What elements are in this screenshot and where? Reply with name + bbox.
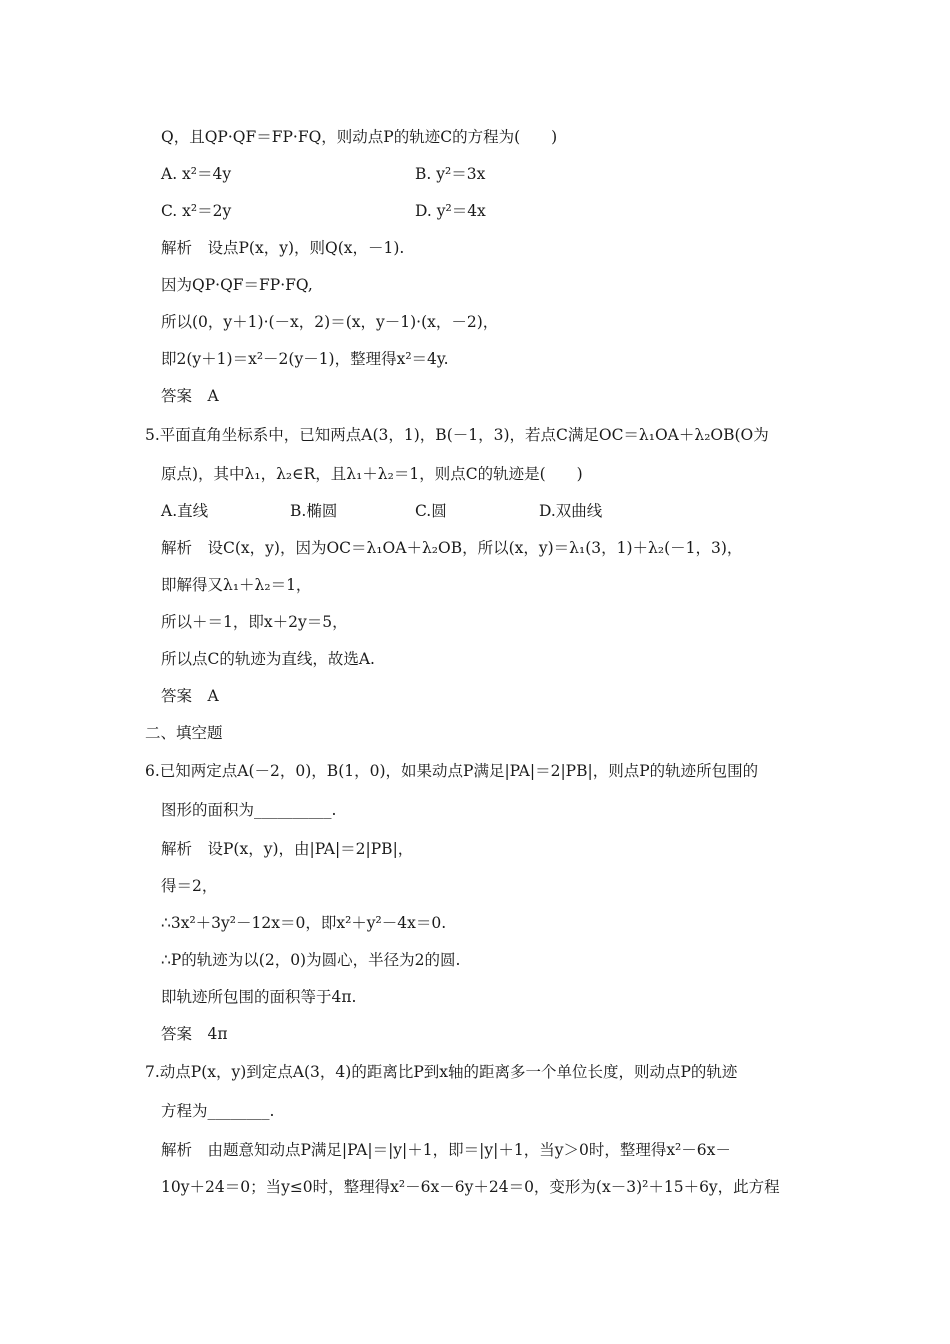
text-line: 因为QP·QF＝FP·FQ, — [161, 276, 313, 294]
text-line: 原点)，其中λ₁，λ₂∈R，且λ₁＋λ₂＝1，则点C的轨迹是( ) — [161, 465, 583, 483]
text-line: ∴3x²＋3y²－12x＝0，即x²＋y²－4x＝0. — [161, 914, 447, 932]
text-line: D.双曲线 — [539, 502, 603, 520]
text-line: 方程为________. — [161, 1102, 275, 1120]
text-line: 答案 4π — [161, 1025, 228, 1043]
text-line: 解析 由题意知动点P满足|PA|＝|y|＋1，即＝|y|＋1，当y＞0时，整理得x²－6x－ — [161, 1141, 731, 1159]
text-line: 解析 设P(x，y)，由|PA|＝2|PB|， — [161, 840, 414, 858]
text-line: 即轨迹所包围的面积等于4π. — [161, 988, 357, 1006]
text-line: 即2(y＋1)＝x²－2(y－1)，整理得x²＝4y. — [161, 350, 449, 368]
text-line: B.椭圆 — [290, 502, 338, 520]
text-line: A.直线 — [161, 502, 209, 520]
text-line: C.圆 — [415, 502, 447, 520]
text-line: D. y²＝4x — [415, 202, 486, 220]
text-line: A. x²＝4y — [161, 165, 232, 183]
text-line: 所以点C的轨迹为直线，故选A. — [161, 650, 375, 668]
text-line: 解析 设C(x，y)，因为OC＝λ₁OA＋λ₂OB，所以(x，y)＝λ₁(3，1)＋λ₂(－1，3)， — [161, 539, 743, 557]
text-line: B. y²＝3x — [415, 165, 486, 183]
text-line: 所以(0，y＋1)·(－x，2)＝(x，y－1)·(x，－2)， — [161, 313, 499, 331]
text-line: Q，且QP·QF＝FP·FQ，则动点P的轨迹C的方程为( ) — [161, 128, 558, 146]
text-line: 10y＋24＝0；当y≤0时，整理得x²－6x－6y＋24＝0，变形为(x－3)²＋15＋6y，此方程 — [161, 1178, 780, 1196]
text-line: 得＝2， — [161, 877, 218, 895]
text-line: 图形的面积为__________. — [161, 801, 337, 819]
text-line: 7.动点P(x，y)到定点A(3，4)的距离比P到x轴的距离多一个单位长度，则动点P的轨迹 — [145, 1063, 738, 1081]
text-line: 即解得又λ₁＋λ₂＝1， — [161, 576, 312, 594]
text-line: ∴P的轨迹为以(2，0)为圆心，半径为2的圆. — [161, 951, 461, 969]
text-line: 6.已知两定点A(－2，0)，B(1，0)，如果动点P满足|PA|＝2|PB|，则点P的轨迹所包围的 — [145, 762, 759, 780]
text-line: 二、填空题 — [145, 724, 223, 742]
text-line: 答案 A — [161, 687, 219, 705]
text-line: 所以＋＝1，即x＋2y＝5， — [161, 613, 348, 631]
text-line: 5.平面直角坐标系中，已知两点A(3，1)，B(－1，3)，若点C满足OC＝λ₁OA＋λ₂OB(O为 — [145, 426, 769, 444]
text-line: 解析 设点P(x，y)，则Q(x，－1). — [161, 239, 405, 257]
text-line: 答案 A — [161, 387, 219, 405]
text-line: C. x²＝2y — [161, 202, 232, 220]
